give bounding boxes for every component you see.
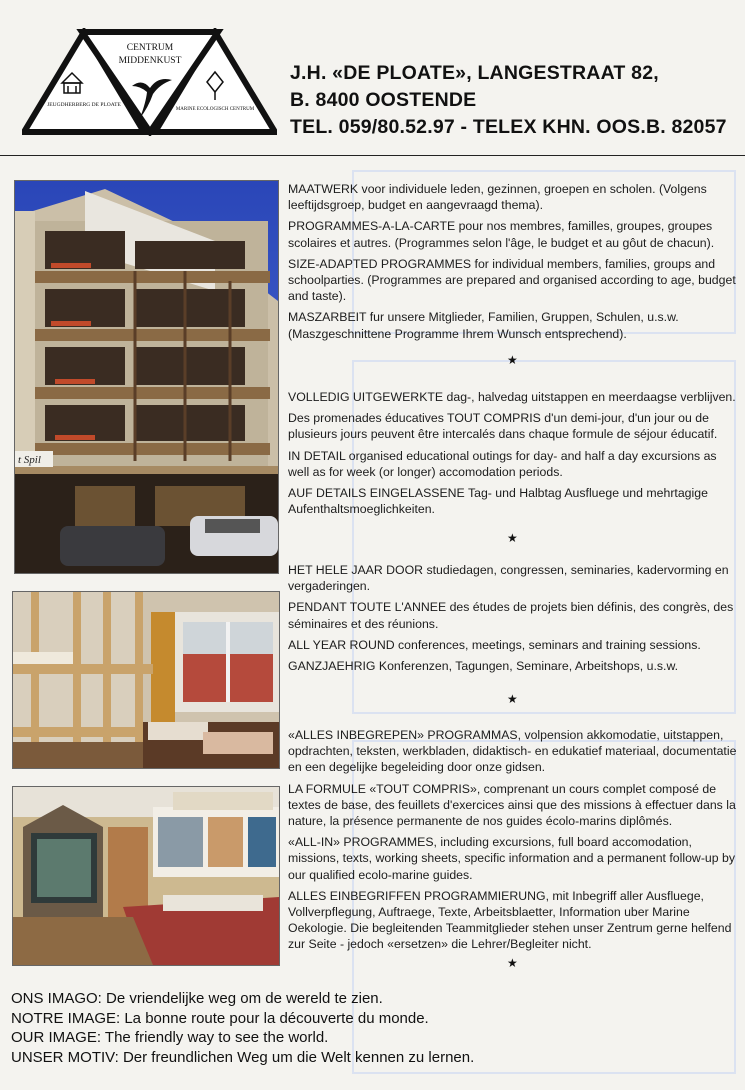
- separator-star: ★: [507, 353, 518, 367]
- paragraph-en: «ALL-IN» PROGRAMMES, including excursions, full board accomodation, missions, texts, working sheets, specific information and a permanent follow-up by our qualified ecolo-marine guides.: [288, 835, 735, 882]
- image-slogans: [11, 989, 474, 1067]
- paragraph-fr: PROGRAMMES-A-LA-CARTE pour nos membres, familles, groupes, groupes scolaires et autres. (Programmes selon l'âge, le budget et au gôut de chacun).: [288, 219, 715, 250]
- section-year-round: [288, 562, 740, 679]
- paragraph-nl: «ALLES INBEGREPEN» PROGRAMMAS, volpension akkomodatie, uitstappen, opdrachten, teksten, werkbladen, didaktisch- en edukatief materiaal, documentatie en een degelijke begeleiding door onze gidsen.: [288, 728, 737, 775]
- address-line-1: J.H. «DE PLOATE», LANGESTRAAT 82,: [290, 62, 659, 84]
- building-photo: [14, 180, 279, 574]
- logo-text-right: MARINE ECOLOGISCH CENTRUM: [175, 107, 255, 112]
- header: [0, 0, 745, 156]
- slogan-fr: NOTRE IMAGE: La bonne route pour la découverte du monde.: [11, 1009, 429, 1027]
- paragraph-nl: MAATWERK voor individuele leden, gezinnen, groepen en scholen. (Volgens leeftijdsgroep, budget en aangevraagd thema).: [288, 182, 707, 213]
- paragraph-fr: Des promenades éducatives TOUT COMPRIS d'un demi-jour, d'un jour ou de plusieurs jours peuvent être intercalés dans chaque formule de séjour éducatif.: [288, 411, 718, 442]
- separator-star: ★: [507, 531, 518, 545]
- address-line-2: B. 8400 OOSTENDE: [290, 89, 477, 111]
- paragraph-de: GANZJAEHRIG Konferenzen, Tagungen, Seminare, Arbeitshops, u.s.w.: [288, 659, 679, 674]
- paragraph-en: IN DETAIL organised educational outings for day- and half a day excursions as well as for week (or longer) accomodation periods.: [288, 448, 717, 479]
- centrum-logo: [22, 28, 277, 136]
- paragraph-nl: HET HELE JAAR DOOR studiedagen, congressen, seminaries, kadervorming en vergaderingen.: [288, 563, 729, 594]
- separator-star: ★: [507, 956, 518, 970]
- logo-text-left: JEUGDHERBERG DE PLOATE: [47, 102, 121, 108]
- separator-star: ★: [507, 692, 518, 706]
- paragraph-de: MASZARBEIT fur unsere Mitglieder, Familien, Gruppen, Schulen, u.s.w. (Maszgeschnittene Programme Ihrem Wunsch entsprechend).: [288, 310, 679, 341]
- paragraph-de: ALLES EINBEGRIFFEN PROGRAMMIERUNG, mit Inbegriff aller Ausfluege, Vollverpflegung, Auftraege, Texte, Arbeitsblaetter, Information uber Marine Oekologie. Die begleitenden Teammitglieder stehen unser Zentrum gerne helfend zur Seite - jedoch «ersetzen» die Lehrer/Begleiter nicht.: [288, 888, 732, 952]
- address-line-3: TEL. 059/80.52.97 - TELEX KHN. OOS.B. 82057: [290, 116, 727, 138]
- logo-text-middenkust: MIDDENKUST: [118, 56, 182, 66]
- paragraph-en: SIZE-ADAPTED PROGRAMMES for individual members, families, groups and schoolparties. (Programmes are prepared and organised according to age, budget and taste).: [288, 256, 736, 304]
- dormitory-photo: [12, 591, 280, 769]
- paragraph-de: AUF DETAILS EINGELASSENE Tag- und Halbtag Ausfluege und mehrtagige Aufenthaltsmoeglichkeiten.: [288, 486, 708, 517]
- paragraph-nl: VOLLEDIG UITGEWERKTE dag-, halvedag uitstappen en meerdaagse verblijven.: [288, 390, 736, 404]
- paragraph-en: ALL YEAR ROUND conferences, meetings, seminars and training sessions.: [288, 637, 701, 652]
- logo-mark-right: HF: [244, 121, 256, 131]
- section-custom-programmes: [288, 181, 740, 347]
- logo-mark-left: 11: [36, 121, 46, 131]
- slogan-de: UNSER MOTIV: Der freundlichen Weg um die Welt kennen zu lernen.: [11, 1048, 475, 1066]
- paragraph-fr: LA FORMULE «TOUT COMPRIS», comprenant un cours complet composé de textes de base, des feuillets d'exercices ainsi que des missions à effectuer dans la nature, la présence permanente de nos guides écolo-marins diplômés.: [288, 781, 736, 829]
- exhibition-photo: [12, 786, 280, 966]
- section-all-in: [288, 727, 740, 958]
- paragraph-fr: PENDANT TOUTE L'ANNEE des études de projets bien définis, des congrès, des séminaires et des réunions.: [288, 600, 734, 631]
- shop-sign: t Spil: [18, 454, 41, 466]
- logo-text-centrum: CENTRUM: [126, 43, 174, 53]
- section-excursions: [288, 389, 740, 522]
- slogan-nl: ONS IMAGO: De vriendelijke weg om de wereld te zien.: [11, 990, 383, 1007]
- slogan-en: OUR IMAGE: The friendly way to see the world.: [11, 1029, 329, 1046]
- address-block: [290, 60, 727, 141]
